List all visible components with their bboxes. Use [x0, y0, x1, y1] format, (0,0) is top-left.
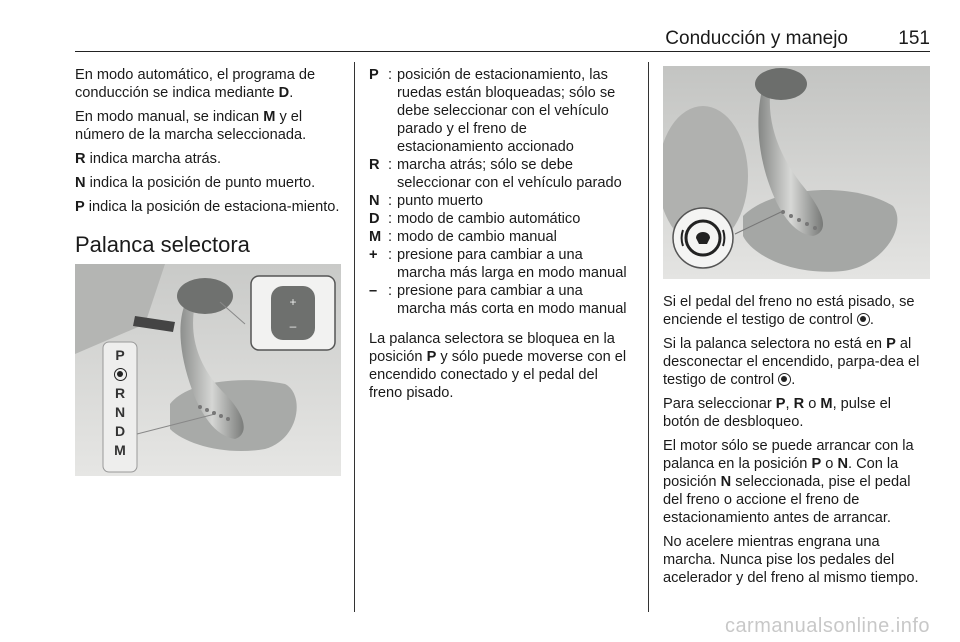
definition-item: R : marcha atrás; sólo se debe seleccionar con el vehículo parado	[369, 157, 622, 191]
column-left	[75, 66, 341, 476]
definition-item: N : punto muerto	[369, 193, 483, 209]
definition-item: + : presione para cambiar a una marcha más larga en modo manual	[369, 247, 627, 281]
column-middle	[369, 66, 634, 408]
paragraph-park: P indica la posición de estaciona-miento.	[75, 199, 340, 215]
minus-icon: –	[369, 283, 378, 299]
svg-text:–: –	[289, 319, 297, 333]
paragraph-reverse: R indica marcha atrás.	[75, 151, 222, 167]
column-divider-1	[354, 62, 355, 612]
brake-warning-icon	[778, 373, 791, 386]
svg-text:+: +	[289, 295, 297, 309]
paragraph-manual-mode: En modo manual, se indican M y el número de la marcha seleccionada.	[75, 109, 307, 143]
gear-lever-closeup-illustration	[663, 66, 930, 279]
definition-item: P : posición de estacionamiento, las ruedas están bloqueadas; sólo se debe seleccionar con el vehículo parado y el freno de estacionamiento accionado	[369, 67, 616, 155]
paragraph-auto-mode: En modo automático, el programa de conducción se indica mediante D.	[75, 67, 316, 101]
brake-warning-icon	[103, 365, 137, 384]
chapter-title: Conducción y manejo	[665, 28, 848, 49]
paragraph-ignition-off: Si la palanca selectora no está en P al desconectar el encendido, parpa-dea el testigo de control .	[663, 336, 920, 388]
gear-definitions	[369, 66, 634, 318]
definition-item: M : modo de cambio manual	[369, 229, 557, 245]
column-divider-2	[648, 62, 649, 612]
paragraph-pedal-warning: No acelere mientras engrana una marcha. Nunca pise los pedales del acelerador y del freno al mismo tiempo.	[663, 534, 919, 586]
gear-lever-closeup-photo	[663, 66, 930, 279]
paragraph-neutral: N indica la posición de punto muerto.	[75, 175, 316, 191]
section-heading: Palanca selectora	[75, 232, 250, 257]
column-right	[663, 66, 930, 593]
paragraph-unlock-button: Para seleccionar P, R o M, pulse el botón de desbloqueo.	[663, 396, 891, 430]
plus-icon: +	[369, 247, 378, 263]
watermark: carmanualsonline.info	[724, 615, 930, 637]
paragraph-lever-lock: La palanca selectora se bloquea en la posición P y sólo puede moverse con el encendido conectado y el pedal del freno pisado.	[369, 331, 627, 401]
gear-lever-photo	[75, 264, 341, 476]
gear-position-labels: P R N D M	[103, 346, 137, 460]
brake-warning-icon	[857, 313, 870, 326]
definition-item: D : modo de cambio automático	[369, 211, 581, 227]
paragraph-engine-start: El motor sólo se puede arrancar con la palanca en la posición P o N. Con la posición N seleccionada, pise el pedal del freno o accione el freno de estacionamiento antes de arrancar.	[663, 438, 914, 526]
page-header	[75, 22, 930, 52]
definition-item: – : presione para cambiar a una marcha más corta en modo manual	[369, 283, 627, 317]
paragraph-brake-warning: Si el pedal del freno no está pisado, se enciende el testigo de control .	[663, 294, 915, 328]
page-number: 151	[898, 28, 930, 49]
